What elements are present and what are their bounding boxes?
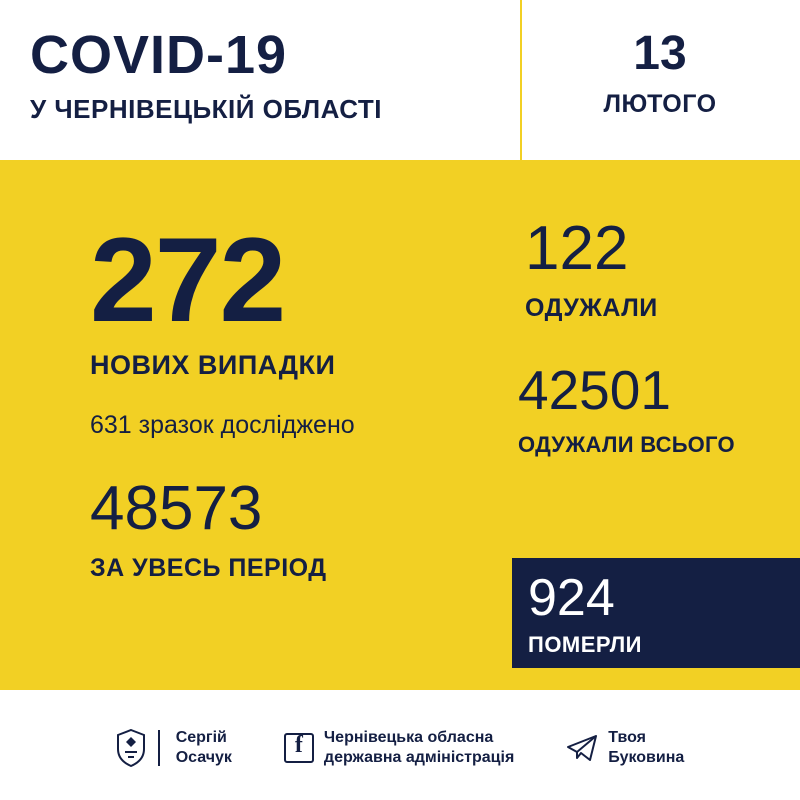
stats-column-left [0, 160, 500, 690]
footer-person-text [176, 728, 232, 768]
date-day: 13 [633, 27, 687, 80]
new-cases-label: НОВИХ ВИПАДКИ [90, 350, 336, 380]
footer-person-line2: Осачук [175, 749, 232, 766]
date-month: ЛЮТОГО [603, 90, 717, 118]
recovered-total-label: ОДУЖАЛИ ВСЬОГО [518, 432, 735, 457]
footer-facebook[interactable] [284, 728, 514, 768]
footer-divider [158, 730, 160, 766]
header-title-block [0, 0, 520, 160]
date-block [520, 0, 800, 160]
footer-telegram-text [608, 728, 684, 768]
footer-telegram-line2: Буковина [608, 749, 685, 766]
stats-column-right [500, 160, 800, 690]
poster-header [0, 0, 800, 160]
header-divider [520, 0, 522, 160]
page-subtitle: У ЧЕРНІВЕЦЬКІЙ ОБЛАСТІ [30, 94, 383, 124]
telegram-icon[interactable] [566, 733, 598, 763]
deaths-label: ПОМЕРЛИ [528, 632, 642, 657]
footer-facebook-line2: державна адміністрація [323, 749, 515, 766]
poster-footer [0, 690, 800, 800]
footer-facebook-line1: Чернівецька обласна [323, 729, 494, 746]
recovered-label: ОДУЖАЛИ [525, 294, 658, 322]
stats-body [0, 160, 800, 690]
deaths-box [512, 558, 800, 668]
total-cases-label: ЗА УВЕСЬ ПЕРІОД [90, 554, 327, 582]
page-title: COVID-19 [30, 25, 288, 85]
footer-telegram-line1: Твоя [608, 729, 646, 746]
coat-of-arms-icon [116, 729, 146, 767]
samples-tested-text: 631 зразок досліджено [90, 411, 355, 439]
recovered-total-value: 42501 [518, 359, 671, 421]
total-cases-value: 48573 [90, 474, 263, 543]
footer-person [116, 728, 232, 768]
recovered-value: 122 [525, 214, 629, 283]
footer-person-line1: Сергій [175, 729, 227, 746]
footer-facebook-text [324, 728, 514, 768]
facebook-icon[interactable] [284, 733, 314, 763]
deaths-value: 924 [528, 569, 615, 627]
footer-telegram[interactable] [566, 728, 684, 768]
new-cases-value: 272 [90, 213, 285, 347]
